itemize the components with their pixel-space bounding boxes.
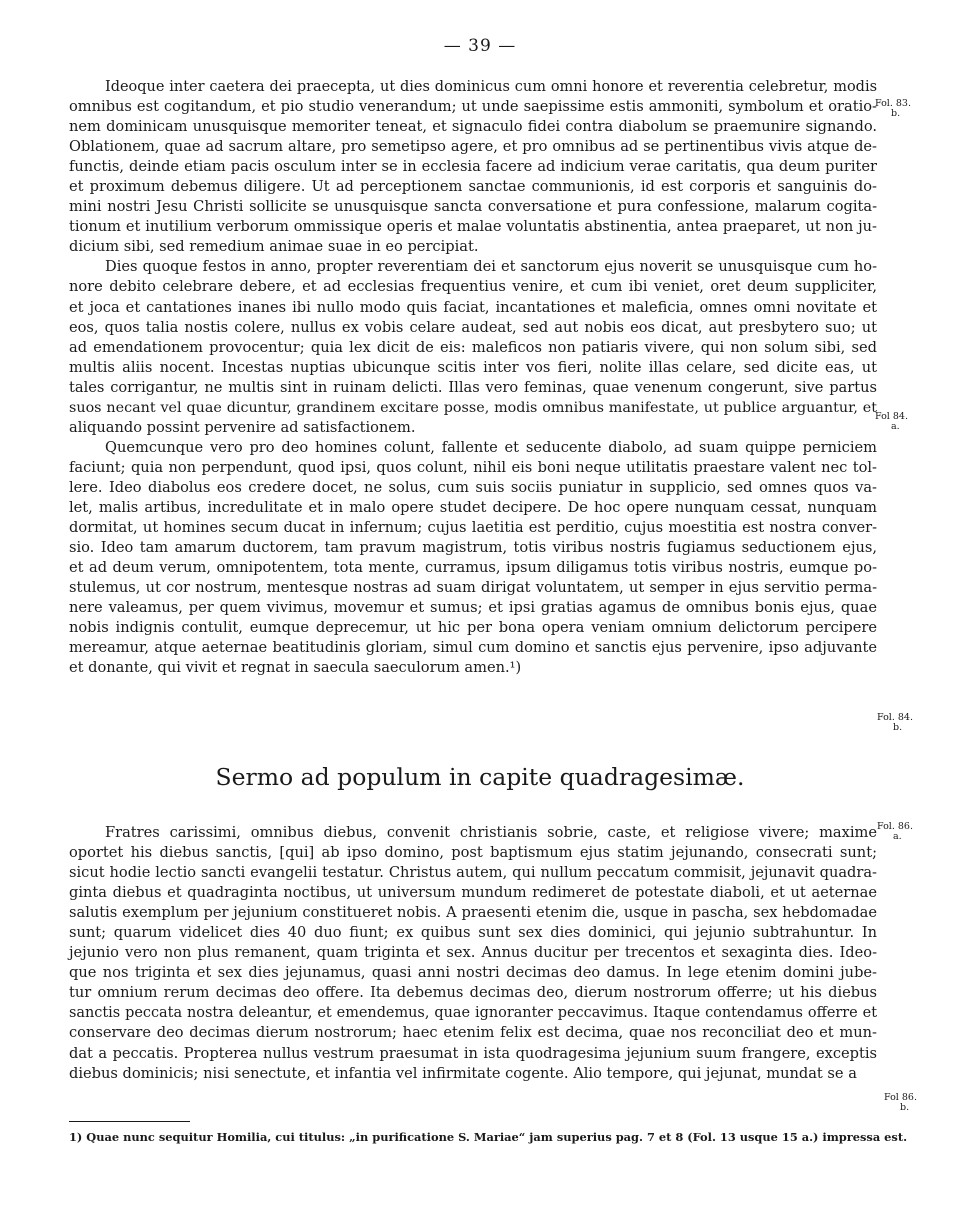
- text-line: et donante, qui vivit et regnat in saecula saeculorum amen.¹): [69, 659, 522, 677]
- text-line: nore debito celebrare debere, et ad ecclesias frequentius venire, et cum ibi veniet, oret deum suppliciter,: [69, 278, 877, 296]
- sermon-text-section-2: [69, 823, 877, 1084]
- sermon-heading: Sermo ad populum in capite quadragesimæ.: [215, 763, 745, 791]
- text-line: eos, quos talia nostis colere, nullus ex vobis celare audeat, sed aut nobis eos dicat, aut presbytero suo; ut: [69, 318, 877, 336]
- text-line: sanctis peccata nostra deleantur, et emendemus, quae ignoranter peccavimus. Itaque contendamus offerre et: [69, 1005, 877, 1022]
- text-line: functis, deinde etiam pacis osculum inter se in ecclesia facere ad indicium verae caritatis, qua deum puriter: [69, 158, 877, 176]
- text-line: sunt; quarum videlicet dies 40 duo fiunt; ex quibus sunt sex dies dominici, qui jejunio subtrahuntur. In: [69, 924, 877, 942]
- text-line: lere. Ideo diabolus eos credere docet, ne solus, cum suis sociis puniatur in supplicio, sed omnes quos va-: [69, 478, 877, 496]
- text-line: ad emendationem provocentur; quia lex dicit de eis: maleficos non patiaris vivere, qui non solum sibi, sed: [69, 338, 877, 356]
- text-line: tales corrigantur, ne multis sint in ruinam delicti. Illas vero feminas, quae venenum congerunt, sive partus: [69, 378, 877, 396]
- text-line: aliquando possint pervenire ad satisfactionem.: [69, 418, 416, 436]
- text-line: Dies quoque festos in anno, propter reverentiam dei et sanctorum ejus noverit se unusquisque cum ho-: [105, 258, 877, 276]
- margin-note-folio: Fol. 84.: [877, 712, 913, 723]
- margin-note-side: b.: [893, 722, 903, 733]
- footnote-divider: [69, 1121, 190, 1122]
- margin-note-side: a.: [893, 831, 902, 842]
- margin-note-fol-83b: [875, 99, 931, 119]
- text-line: multis aliis nocent. Incestas nuptias ubicunque scitis inter vos fieri, nolite illas celare, sed dicite eas, ut: [69, 358, 877, 376]
- text-line: faciunt; quia non perpendunt, quod ipsi, quos colunt, nihil eis boni neque utilitatis praestare valent nec tol-: [69, 458, 877, 476]
- text-line: stulemus, ut cor nostrum, mentesque nostras ad suam dirigat voluntatem, ut semper in ejus servitio perma-: [69, 579, 877, 597]
- margin-note-folio: Fol. 86.: [877, 821, 913, 832]
- text-line: et ad deum verum, omnipotentem, tota mente, curramus, ipsum diligamus totis viribus nostris, eumque po-: [69, 559, 877, 577]
- text-line: Ideoque inter caetera dei praecepta, ut dies dominicus cum omni honore et reverentia celebretur, modis: [105, 79, 877, 95]
- text-line: Oblationem, quae ad sacrum altare, pro semetipso agere, et pro omnibus ad se pertinentibus vivis atque de-: [69, 138, 877, 156]
- text-line: tionum et inutilium verborum ommissique operis et malae voluntatis abstinentia, antea praeparet, ut non ju-: [69, 218, 877, 236]
- margin-note-side: b.: [891, 108, 901, 119]
- sermon-text-section-1: [69, 77, 877, 678]
- text-line: omnibus est cogitandum, et pio studio venerandum; ut unde saepissime estis ammoniti, symbolum et oratio-: [69, 98, 877, 116]
- text-line: dormitat, ut homines secum ducat in infernum; cujus laetitia est perditio, cujus moestitia est nostra conver-: [69, 519, 877, 537]
- text-line: sio. Ideo tam amarum ductorem, tam pravum magistrum, totis viribus nostris fugiamus seductionem ejus,: [69, 539, 877, 557]
- margin-note-folio: Fol 86.: [884, 1092, 917, 1103]
- text-line: ginta diebus et quadraginta noctibus, ut universum mundum redimeret de potestate diaboli, et ut aeternae: [69, 884, 877, 902]
- text-line: diebus dominicis; nisi senectute, et infantia vel infirmitate cogente. Alio tempore, qui jejunat, mundat se a: [69, 1064, 857, 1082]
- text-line: Fratres carissimi, omnibus diebus, convenit christianis sobrie, caste, et religiose vivere; maxime: [105, 824, 877, 841]
- text-line: et joca et cantationes inanes ibi nullo modo quis faciat, incantationes et maleficia, omnes omni novitate et: [69, 298, 877, 316]
- text-line: Quemcunque vero pro deo homines colunt, fallente et seducente diabolo, ad suam quippe perniciem: [105, 438, 877, 456]
- text-line: sicut hodie lectio sancti evangelii testatur. Christus autem, qui nullum peccatum commisit, jejunavit quadra-: [69, 864, 877, 882]
- page-number: — 39 —: [443, 36, 517, 56]
- margin-note-fol-86b: [884, 1093, 940, 1113]
- text-line: let, malis artibus, incredulitate et in malo opere studet decipere. De hoc opere nunquam cessat, nunquam: [69, 498, 877, 516]
- text-line: salutis exemplum per jejunium constitueret nobis. A praesenti etenim die, usque in pascha, sex hebdomadae: [69, 904, 877, 922]
- text-line: nem dominicam unusquisque memoriter teneat, et signaculo fidei contra diabolum se praemunire signando.: [69, 118, 877, 136]
- text-line: nobis indignis contulit, eumque deprecemur, ut hic per bona opera veniam omnium delictorum percipere: [69, 619, 877, 637]
- margin-note-side: a.: [891, 421, 900, 432]
- margin-note-fol-84b: [877, 713, 933, 733]
- text-line: conservare deo decimas dierum nostrorum; haec etenim felix est decima, quae nos reconciliat deo et mun-: [69, 1024, 877, 1042]
- text-line: mereamur, atque aeternae beatitudinis gloriam, simul cum domino et sanctis ejus pervenire, ipso adjuvante: [69, 639, 877, 657]
- text-line: suos necant vel quae dicuntur, grandinem excitare posse, modis omnibus manifestate, ut publice arguantur, et: [69, 399, 877, 416]
- text-line: jejunio vero non plus remanent, quam triginta et sex. Annus ducitur per trecentos et sexaginta dies. Ideo-: [69, 944, 877, 962]
- footnote: 1) Quae nunc sequitur Homilia, cui titulus: „in purificatione S. Mariae“ jam superius pag. 7 et 8 (Fol. 13 usque 15 a.) impressa est.: [69, 1130, 908, 1144]
- text-line: oportet his diebus sanctis, [qui] ab ipso domino, post baptismum ejus statim jejunando, consecrati sunt;: [69, 844, 877, 862]
- margin-note-fol-84a: [875, 412, 931, 432]
- text-line: tur omnium rerum decimas deo offere. Ita debemus decimas deo, dierum nostrorum offerre; ut his diebus: [69, 984, 877, 1002]
- text-line: que nos triginta et sex dies jejunamus, quasi anni nostri decimas deo damus. In lege etenim domini jube-: [69, 964, 877, 982]
- margin-note-folio: Fol 84.: [875, 411, 908, 422]
- margin-note-side: b.: [900, 1102, 910, 1113]
- text-line: dat a peccatis. Propterea nullus vestrum praesumat in ista quodragesima jejunium suum frangere, exceptis: [69, 1044, 877, 1062]
- margin-note-folio: Fol. 83.: [875, 98, 911, 109]
- margin-note-fol-86a: [877, 822, 933, 842]
- text-line: nere valeamus, per quem vivimus, movemur et sumus; et ipsi gratias agamus de omnibus bonis ejus, quae: [69, 599, 877, 617]
- text-line: dicium sibi, sed remedium animae suae in eo percipiat.: [69, 238, 479, 256]
- text-line: et proximum debemus diligere. Ut ad perceptionem sanctae communionis, id est corporis et sanguinis do-: [69, 178, 877, 196]
- text-line: mini nostri Jesu Christi sollicite se unusquisque sancta conversatione et pura confessione, malarum cogita-: [69, 198, 877, 216]
